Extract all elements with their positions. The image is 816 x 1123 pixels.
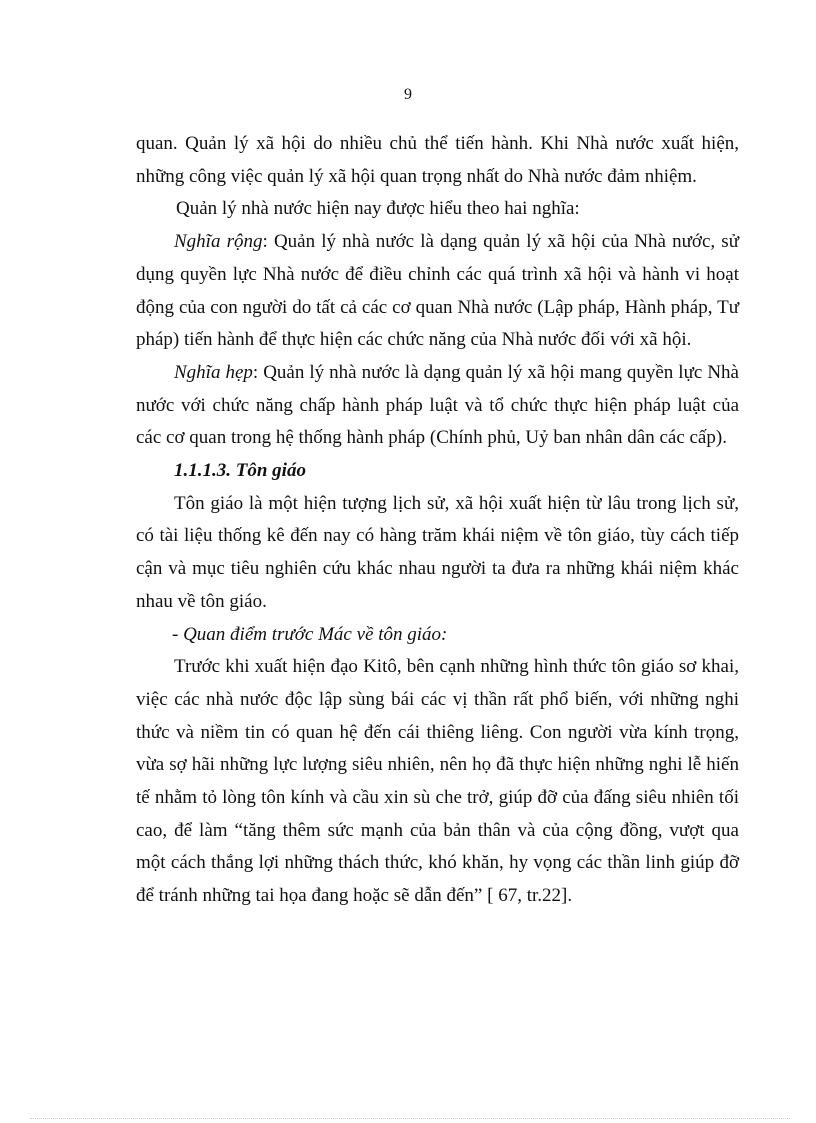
paragraph-two-meanings: Quản lý nhà nước hiện nay được hiểu theo hai nghĩa: <box>176 198 580 220</box>
paragraph-narrow-meaning <box>136 357 739 455</box>
broad-meaning-text: : Quản lý nhà nước là dạng quản lý xã hội của Nhà nước, sử dụng quyền lực Nhà nước để điều chỉnh các quá trình xã hội và hành vi hoạt động của con người do tất cả các cơ quan Nhà nước (Lập pháp, Hành pháp, Tư pháp) tiến hành để thực hiện các chức năng của Nhà nước đối với xã hội. <box>136 231 739 351</box>
term-broad-meaning: Nghĩa rộng <box>174 231 263 253</box>
page-bottom-divider <box>30 1118 790 1119</box>
term-narrow-meaning: Nghĩa hẹp <box>174 361 253 383</box>
section-heading: 1.1.1.3. Tôn giáo <box>174 460 306 482</box>
paragraph-religion-definition: Tôn giáo là một hiện tượng lịch sử, xã hội xuất hiện từ lâu trong lịch sử, có tài liệu thống kê đến nay có hàng trăm khái niệm về tôn giáo, tùy cách tiếp cận và mục tiêu nghiên cứu khác nhau người ta đưa ra những khái niệm khác nhau về tôn giáo. <box>136 492 739 612</box>
paragraph-continuation: quan. Quản lý xã hội do nhiều chủ thể tiến hành. Khi Nhà nước xuất hiện, những công việc quản lý xã hội quan trọng nhất do Nhà nước đảm nhiệm. <box>136 133 739 187</box>
document-body <box>136 128 739 913</box>
paragraph-broad-meaning <box>136 226 739 357</box>
page-number: 9 <box>404 86 412 103</box>
paragraph-pre-christian: Trước khi xuất hiện đạo Kitô, bên cạnh những hình thức tôn giáo sơ khai, việc các nhà nước độc lập sùng bái các vị thần rất phổ biến, với những nghi thức và niềm tin có quan hệ đến cái thiêng liêng. Con người vừa kính trọng, vừa sợ hãi những lực lượng siêu nhiên, nên họ đã thực hiện những nghi lễ hiến tế nhằm tỏ lòng tôn kính và cầu xin sù che trở, giúp đỡ của đấng siêu nhiên tối cao, để làm “tăng thêm sức mạnh của bản thân và của cộng đồng, vượt qua một cách thắng lợi những thách thức, khó khăn, hy vọng các thần linh giúp đỡ để tránh những tai họa đang hoặc sẽ dẫn đến” [ 67, tr.22]. <box>136 656 739 907</box>
subheading-pre-marx-view: - Quan điểm trước Mác về tôn giáo: <box>172 623 448 645</box>
narrow-meaning-text: : Quản lý nhà nước là dạng quản lý xã hội mang quyền lực Nhà nước với chức năng chấp hành pháp luật và tổ chức thực hiện pháp luật của các cơ quan trong hệ thống hành pháp (Chính phủ, Uỷ ban nhân dân các cấp). <box>136 361 739 449</box>
